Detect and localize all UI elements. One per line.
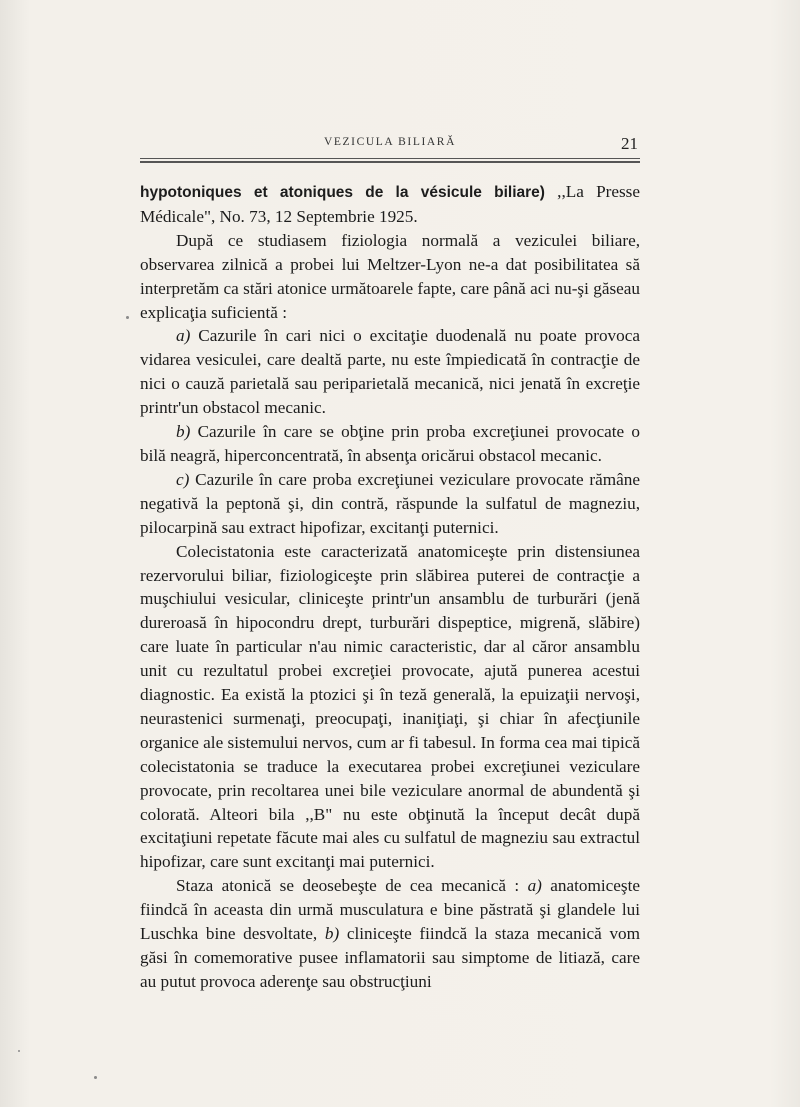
scan-speck xyxy=(18,1050,20,1052)
body-text xyxy=(140,180,640,994)
case-c-marker: c) xyxy=(176,469,190,489)
paragraph-case-c xyxy=(140,468,640,540)
staza-marker-b: b) xyxy=(324,924,340,944)
scan-speck xyxy=(126,316,129,319)
paragraph-case-b xyxy=(140,420,640,468)
paragraph-staza-atonica xyxy=(140,874,640,994)
case-b-marker: b) xyxy=(176,422,191,442)
page-number: 21 xyxy=(621,134,638,153)
case-c-text: Cazurile în care proba excreţiunei veziculare provocate rămâne negativă la peptonă şi, din contră, răspunde la sulfatul de magneziu, pilocarpină sau extract hipofizar, excitanţi puternici. xyxy=(140,469,640,537)
staza-text-end: cliniceşte fiindcă la staza mecanică vom găsi în comemorative pusee inflamatorii sau simptome de litiază, care au putut provoca aderenţe sau obstrucţiuni xyxy=(140,924,641,991)
header-rule-thin xyxy=(140,158,640,159)
running-title: VEZICULA BILIARĂ xyxy=(324,136,456,148)
page-header xyxy=(140,134,640,164)
staza-text-middle: anatomiceşte fiindcă în aceasta din urmă musculatura e bine păstrată şi glandele lui Luschka bine desvoltate, xyxy=(140,876,641,944)
paragraph-intro: După ce studiasem fiziologia normală a veziculei biliare, observarea zilnică a probei lui Meltzer-Lyon ne-a dat posibilitatea să interpretăm ca stări atonice următoarele fapte, care până aci nu-şi găseau explicaţia suficientă : xyxy=(140,230,640,322)
case-a-text: Cazurile în cari nici o excitaţie duodenală nu poate provoca vidarea vesiculei, care dealtă parte, nu este împiedicată în contracţie de nici o cauză parietală sau periparietală mecanică, nici jenată în excreţie printr'un obstacol mecanic. xyxy=(140,326,640,418)
scan-speck xyxy=(94,1076,97,1079)
case-b-text: Cazurile în care se obţine prin proba excreţiunei provocate o bilă neagră, hiperconcentrată, în absenţa oricărui obstacol mecanic. xyxy=(140,422,640,465)
staza-marker-a: a) xyxy=(527,876,542,896)
paragraph-colecistatonia: Colecistatonia este caracterizată anatomiceşte prin distensiunea rezervorului biliar, fiziologiceşte prin slăbirea puterei de contracţie a muşchiului vesicular, cliniceşte printr'un ansamblu de turburări (jenă dureroasă în hipocondru drept, turburări dispeptice, migrenă, slăbire) care luate în particular n'au nimic caracteristic, dar al căror ansamblu unit cu rezultatul probei excreţiei provocate, ajută punerea acestui diagnostic. Ea există la ptozici şi în teză generală, la epuizaţii nervoşi, neurastenici surmenaţi, preocupaţi, inaniţiaţi, şi chiar în afecţiunile organice ale sistemului nervos, cum ar fi tabesul. In forma cea mai tipică colecistatonia se traduce la executarea probei excreţiunei veziculare provocate, prin recoltarea unei bile veziculare anormal de abundentă şi colorată. Alteori bila ,,B" nu este obţinută la început decât după excitaţiuni repetate făcute mai ales cu sulfatul de magneziu sau extractul hipofizar, care sunt excitanţi mai puternici. xyxy=(140,541,640,872)
reference-source: ,,La Presse Médicale", No. 73, 12 Septembrie 1925. xyxy=(140,182,640,226)
paragraph-reference xyxy=(140,180,640,229)
reference-bold-title: hypotoniques et atoniques de la vésicule biliare) xyxy=(140,184,545,201)
staza-text-start: Staza atonică se deosebeşte de cea mecanică : xyxy=(176,876,520,896)
case-a-marker: a) xyxy=(176,326,191,346)
paragraph-case-a xyxy=(140,324,640,420)
header-rule-thick xyxy=(140,161,640,163)
